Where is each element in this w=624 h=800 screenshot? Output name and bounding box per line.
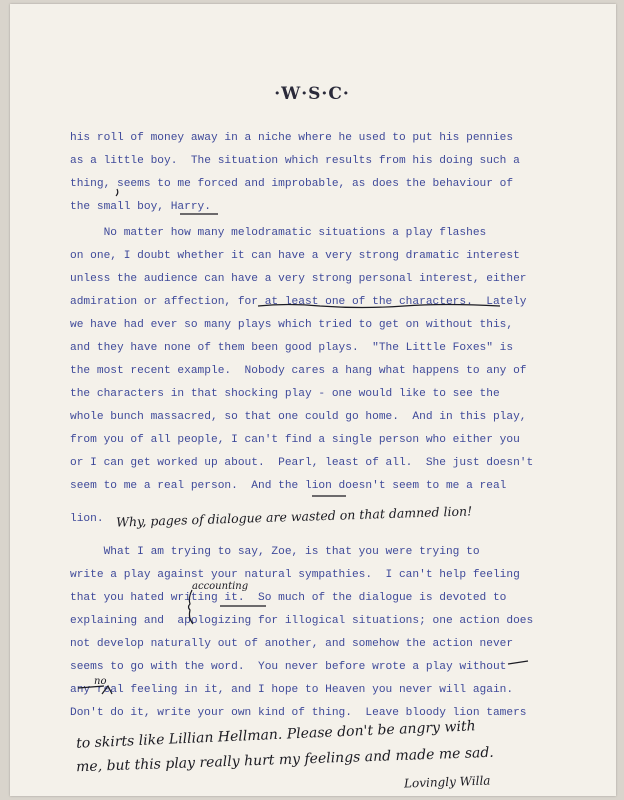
- typed-line: admiration or affection, for at least one of the characters. Lately: [70, 296, 527, 308]
- typed-line: from you of all people, I can't find a single person who either you: [70, 434, 520, 446]
- typed-line: whole bunch massacred, so that one could go home. And in this play,: [70, 411, 527, 423]
- typed-line: not develop naturally out of another, and somehow the action never: [70, 638, 514, 650]
- typed-line: thing, seems to me forced and improbable, as does the behaviour of: [70, 178, 514, 190]
- typed-line: What I am trying to say, Zoe, is that you were trying to: [70, 546, 480, 558]
- typed-line: explaining and apologizing for illogical situations; one action does: [70, 615, 534, 627]
- typed-line: write a play against your natural sympathies. I can't help feeling: [70, 569, 520, 581]
- handwritten-closing-line-1: to skirts like Lillian Hellman. Please don't be angry with: [75, 718, 476, 752]
- typed-line: that you hated writing it. So much of the dialogue is devoted to: [70, 592, 507, 604]
- typed-line: on one, I doubt whether it can have a very strong dramatic interest: [70, 250, 520, 262]
- letterhead-monogram: ·W·S·C·: [274, 84, 350, 104]
- typed-line: we have had ever so many plays which tried to get on without this,: [70, 319, 514, 331]
- typed-line: Don't do it, write your own kind of thing. Leave bloody lion tamers: [70, 707, 527, 719]
- typed-line: the most recent example. Nobody cares a hang what happens to any of: [70, 365, 527, 377]
- typed-line: seems to go with the word. You never before wrote a play without: [70, 661, 507, 673]
- typed-line: or I can get worked up about. Pearl, least of all. She just doesn't: [70, 457, 534, 469]
- typed-line: the characters in that shocking play - one would like to see the: [70, 388, 500, 400]
- typed-line: unless the audience can have a very strong personal interest, either: [70, 273, 527, 285]
- handwritten-note-lion: Why, pages of dialogue are wasted on that damned lion!: [115, 503, 473, 530]
- typed-line: his roll of money away in a niche where he used to put his pennies: [70, 132, 514, 144]
- typed-line: and they have none of them been good plays. "The Little Foxes" is: [70, 342, 514, 354]
- handwritten-closing-line-2: me, but this play really hurt my feelings and made me sad.: [75, 744, 495, 776]
- handwritten-insert-accounting: accounting: [192, 581, 249, 592]
- typed-line: any real feeling in it, and I hope to Heaven you never will again.: [70, 684, 514, 696]
- typed-line: seem to me a real person. And the lion doesn't seem to me a real: [70, 480, 507, 492]
- typed-line: the small boy, Harry.: [70, 201, 211, 213]
- typed-line: lion.: [70, 513, 104, 525]
- typed-line: as a little boy. The situation which results from his doing such a: [70, 155, 520, 167]
- handwritten-insert-no: no: [94, 676, 107, 687]
- typed-line: No matter how many melodramatic situations a play flashes: [70, 227, 487, 239]
- handwritten-signature: Lovingly Willa: [403, 773, 491, 791]
